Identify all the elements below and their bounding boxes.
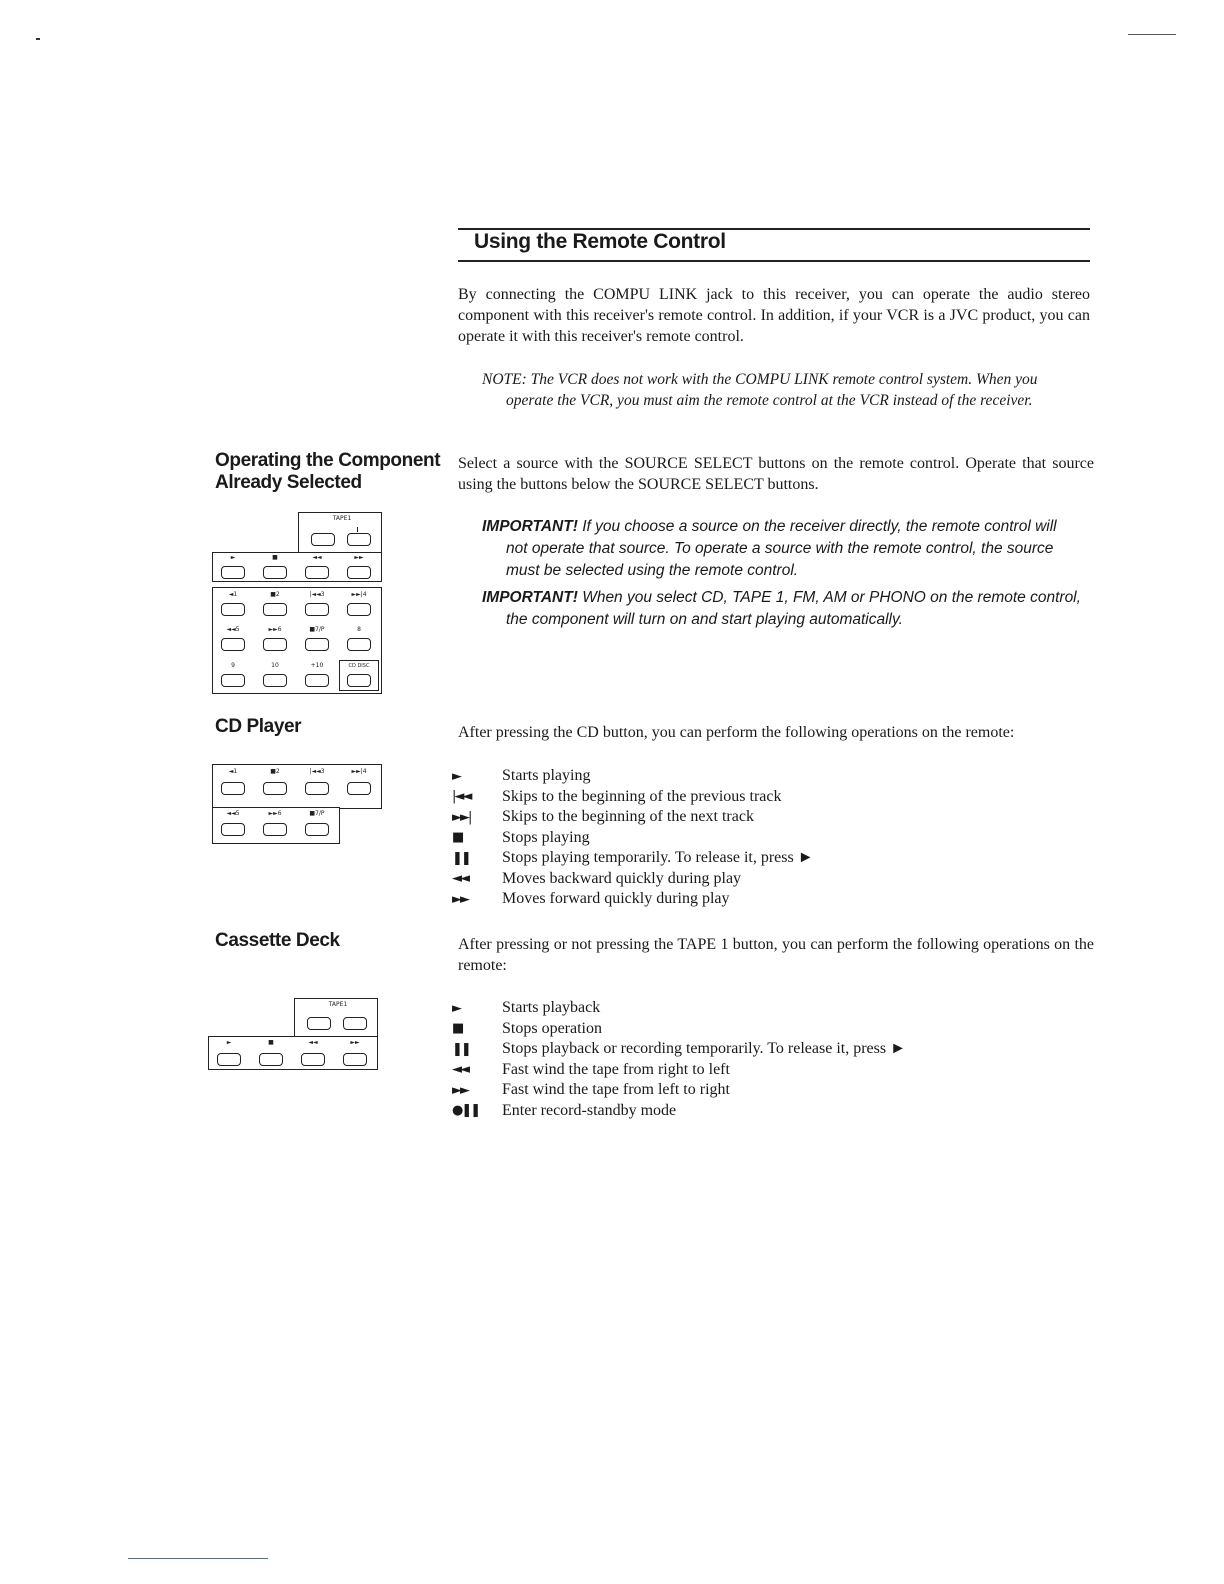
op-text: Stops playing temporarily. To release it, press ► bbox=[502, 849, 814, 867]
remote-label: ► bbox=[230, 554, 236, 561]
scan-mark bbox=[36, 38, 40, 40]
op-text: Stops playback or recording temporarily. To release it, press ► bbox=[502, 1040, 906, 1058]
remote-button bbox=[305, 566, 329, 579]
remote-button bbox=[221, 603, 245, 616]
remote-button bbox=[221, 782, 245, 795]
cd-player-heading: CD Player bbox=[215, 716, 302, 737]
remote-button bbox=[263, 674, 287, 687]
op-text: Starts playing bbox=[502, 767, 591, 785]
pause-icon: ❚❚ bbox=[452, 850, 470, 866]
remote-label: ◄◄ bbox=[308, 1039, 318, 1046]
footer-rule bbox=[128, 1558, 268, 1559]
stop-icon: ■ bbox=[452, 1021, 463, 1037]
remote-cd-row2 bbox=[212, 807, 340, 844]
remote-number-pad bbox=[212, 587, 382, 694]
rewind-icon: ◄◄ bbox=[452, 1062, 468, 1078]
remote-button bbox=[347, 638, 371, 651]
list-item bbox=[452, 1060, 1092, 1081]
op-text: Enter record-standby mode bbox=[502, 1101, 677, 1119]
remote-button bbox=[305, 638, 329, 651]
remote-label: ■2 bbox=[270, 591, 280, 598]
remote-label: |◄◄3 bbox=[309, 768, 325, 775]
remote-button bbox=[343, 1053, 367, 1066]
remote-label: ►►|4 bbox=[351, 768, 367, 775]
remote-cd-disc-box bbox=[339, 660, 379, 691]
list-item bbox=[452, 807, 1092, 828]
skip-back-icon: |◄◄ bbox=[452, 789, 471, 805]
important-note-2 bbox=[482, 587, 1082, 631]
remote-label: ■ bbox=[268, 1039, 274, 1046]
op-text: Starts playback bbox=[502, 999, 601, 1017]
list-item bbox=[452, 1019, 1092, 1040]
cassette-operations-list bbox=[452, 998, 1092, 1121]
remote-button bbox=[221, 638, 245, 651]
remote-label: ►► bbox=[350, 1039, 360, 1046]
remote-button bbox=[263, 603, 287, 616]
intro-paragraph: By connecting the COMPU LINK jack to this receiver, you can operate the audio stereo component with this receiver's remote control. In addition, if your VCR is a JVC product, you can operate it with this receiver's remote control. bbox=[458, 286, 1090, 345]
remote-cassette-top bbox=[294, 998, 378, 1038]
title-rule-bottom bbox=[458, 260, 1090, 262]
remote-button bbox=[263, 823, 287, 836]
remote-label: ■7/P bbox=[309, 626, 325, 633]
list-item bbox=[452, 1101, 1092, 1122]
record-pause-icon: ●❚❚ bbox=[452, 1103, 480, 1119]
operating-heading-line1: Operating the Component bbox=[215, 450, 441, 471]
remote-label: ►► bbox=[354, 554, 364, 561]
remote-tape-label: TAPE1 bbox=[332, 515, 352, 522]
remote-label: 10 bbox=[271, 662, 279, 669]
scan-mark-line bbox=[1128, 34, 1176, 35]
remote-button bbox=[347, 566, 371, 579]
stop-icon: ■ bbox=[452, 830, 463, 846]
operating-text: Select a source with the SOURCE SELECT buttons on the remote control. Operate that source using the buttons below the SOURCE SELECT buttons. bbox=[458, 455, 1094, 493]
remote-button bbox=[347, 782, 371, 795]
remote-label: CD DISC bbox=[348, 663, 370, 669]
remote-label: ►►6 bbox=[268, 626, 282, 633]
list-item bbox=[452, 828, 1092, 849]
note-text: The VCR does not work with the COMPU LINK remote control system. When you operate the VCR, you must aim the remote control at the VCR instead of the receiver. bbox=[506, 371, 1038, 409]
cassette-deck-intro: After pressing or not pressing the TAPE 1 button, you can perform the following operations on the remote: bbox=[458, 936, 1094, 974]
op-text: Fast wind the tape from left to right bbox=[502, 1081, 730, 1099]
remote-button bbox=[305, 603, 329, 616]
rewind-icon: ◄◄ bbox=[452, 871, 468, 887]
remote-button bbox=[347, 603, 371, 616]
remote-label: ◄1 bbox=[228, 591, 238, 598]
important-label-2: IMPORTANT! bbox=[482, 589, 578, 606]
operating-heading bbox=[215, 450, 440, 494]
remote-tape-label: TAPE1 bbox=[328, 1001, 348, 1008]
remote-button bbox=[259, 1053, 283, 1066]
remote-button bbox=[263, 782, 287, 795]
remote-label: ►►|4 bbox=[351, 591, 367, 598]
list-item bbox=[452, 787, 1092, 808]
remote-label: ► bbox=[226, 1039, 232, 1046]
op-text: Stops operation bbox=[502, 1019, 602, 1037]
remote-label: |◄◄3 bbox=[309, 591, 325, 598]
list-item bbox=[452, 848, 1092, 869]
op-text: Stops playing bbox=[502, 828, 590, 846]
remote-button bbox=[263, 638, 287, 651]
remote-button bbox=[307, 1017, 331, 1030]
list-item bbox=[452, 1039, 1092, 1060]
remote-label: ►►6 bbox=[268, 810, 282, 817]
note-label: NOTE: bbox=[482, 371, 527, 388]
remote-button bbox=[221, 566, 245, 579]
remote-label: +10 bbox=[310, 662, 324, 669]
remote-label: ■ bbox=[272, 554, 278, 561]
op-text: Moves backward quickly during play bbox=[502, 869, 742, 887]
play-icon: ► bbox=[452, 768, 460, 784]
list-item bbox=[452, 998, 1092, 1019]
important-text-1: If you choose a source on the receiver directly, the remote control will not operate that source. To operate a source with the remote control, the source must be selected using the remote control. bbox=[506, 518, 1057, 579]
fast-forward-icon: ►► bbox=[452, 891, 468, 907]
list-item bbox=[452, 889, 1092, 910]
remote-label: 9 bbox=[231, 662, 235, 669]
important-note-1 bbox=[482, 516, 1082, 582]
fast-forward-icon: ►► bbox=[452, 1082, 468, 1098]
remote-label: 8 bbox=[357, 626, 361, 633]
list-item bbox=[452, 1080, 1092, 1101]
remote-label: ■2 bbox=[270, 768, 280, 775]
list-item bbox=[452, 869, 1092, 890]
remote-button bbox=[305, 823, 329, 836]
op-text: Moves forward quickly during play bbox=[502, 890, 730, 908]
section-title: Using the Remote Control bbox=[474, 230, 726, 253]
op-text: Fast wind the tape from right to left bbox=[502, 1060, 730, 1078]
skip-forward-icon: ►►| bbox=[452, 809, 471, 825]
remote-transport-row bbox=[212, 552, 382, 582]
remote-button bbox=[263, 566, 287, 579]
important-label-1: IMPORTANT! bbox=[482, 518, 578, 535]
pause-icon: ❚❚ bbox=[452, 1041, 470, 1057]
remote-label: ■7/P bbox=[309, 810, 325, 817]
remote-label: ◄◄5 bbox=[226, 810, 240, 817]
remote-label: ◄◄ bbox=[312, 554, 322, 561]
cd-operations-list bbox=[452, 766, 1092, 910]
remote-button bbox=[305, 782, 329, 795]
note-block bbox=[482, 369, 1082, 411]
remote-cd-row1 bbox=[212, 764, 382, 809]
op-text: Skips to the beginning of the next track bbox=[502, 808, 754, 826]
remote-button bbox=[221, 823, 245, 836]
remote-button bbox=[347, 674, 371, 687]
remote-button bbox=[343, 1017, 367, 1030]
remote-button bbox=[217, 1053, 241, 1066]
remote-button bbox=[311, 533, 335, 546]
cassette-deck-heading: Cassette Deck bbox=[215, 930, 340, 951]
operating-heading-line2: Already Selected bbox=[215, 472, 362, 493]
remote-button bbox=[347, 533, 371, 546]
remote-label: ◄◄5 bbox=[226, 626, 240, 633]
cd-player-intro: After pressing the CD button, you can perform the following operations on the remote: bbox=[458, 724, 1015, 741]
remote-button bbox=[221, 674, 245, 687]
list-item bbox=[452, 766, 1092, 787]
play-icon: ► bbox=[452, 1000, 460, 1016]
remote-button bbox=[301, 1053, 325, 1066]
remote-button bbox=[305, 674, 329, 687]
op-text: Skips to the beginning of the previous track bbox=[502, 787, 782, 805]
remote-cassette-transport bbox=[208, 1036, 378, 1070]
remote-label: ◄1 bbox=[228, 768, 238, 775]
important-text-2: When you select CD, TAPE 1, FM, AM or PHONO on the remote control, the component will turn on and start playing automatically. bbox=[506, 589, 1081, 628]
remote-tick bbox=[357, 527, 358, 532]
remote-tape-box bbox=[298, 512, 382, 554]
